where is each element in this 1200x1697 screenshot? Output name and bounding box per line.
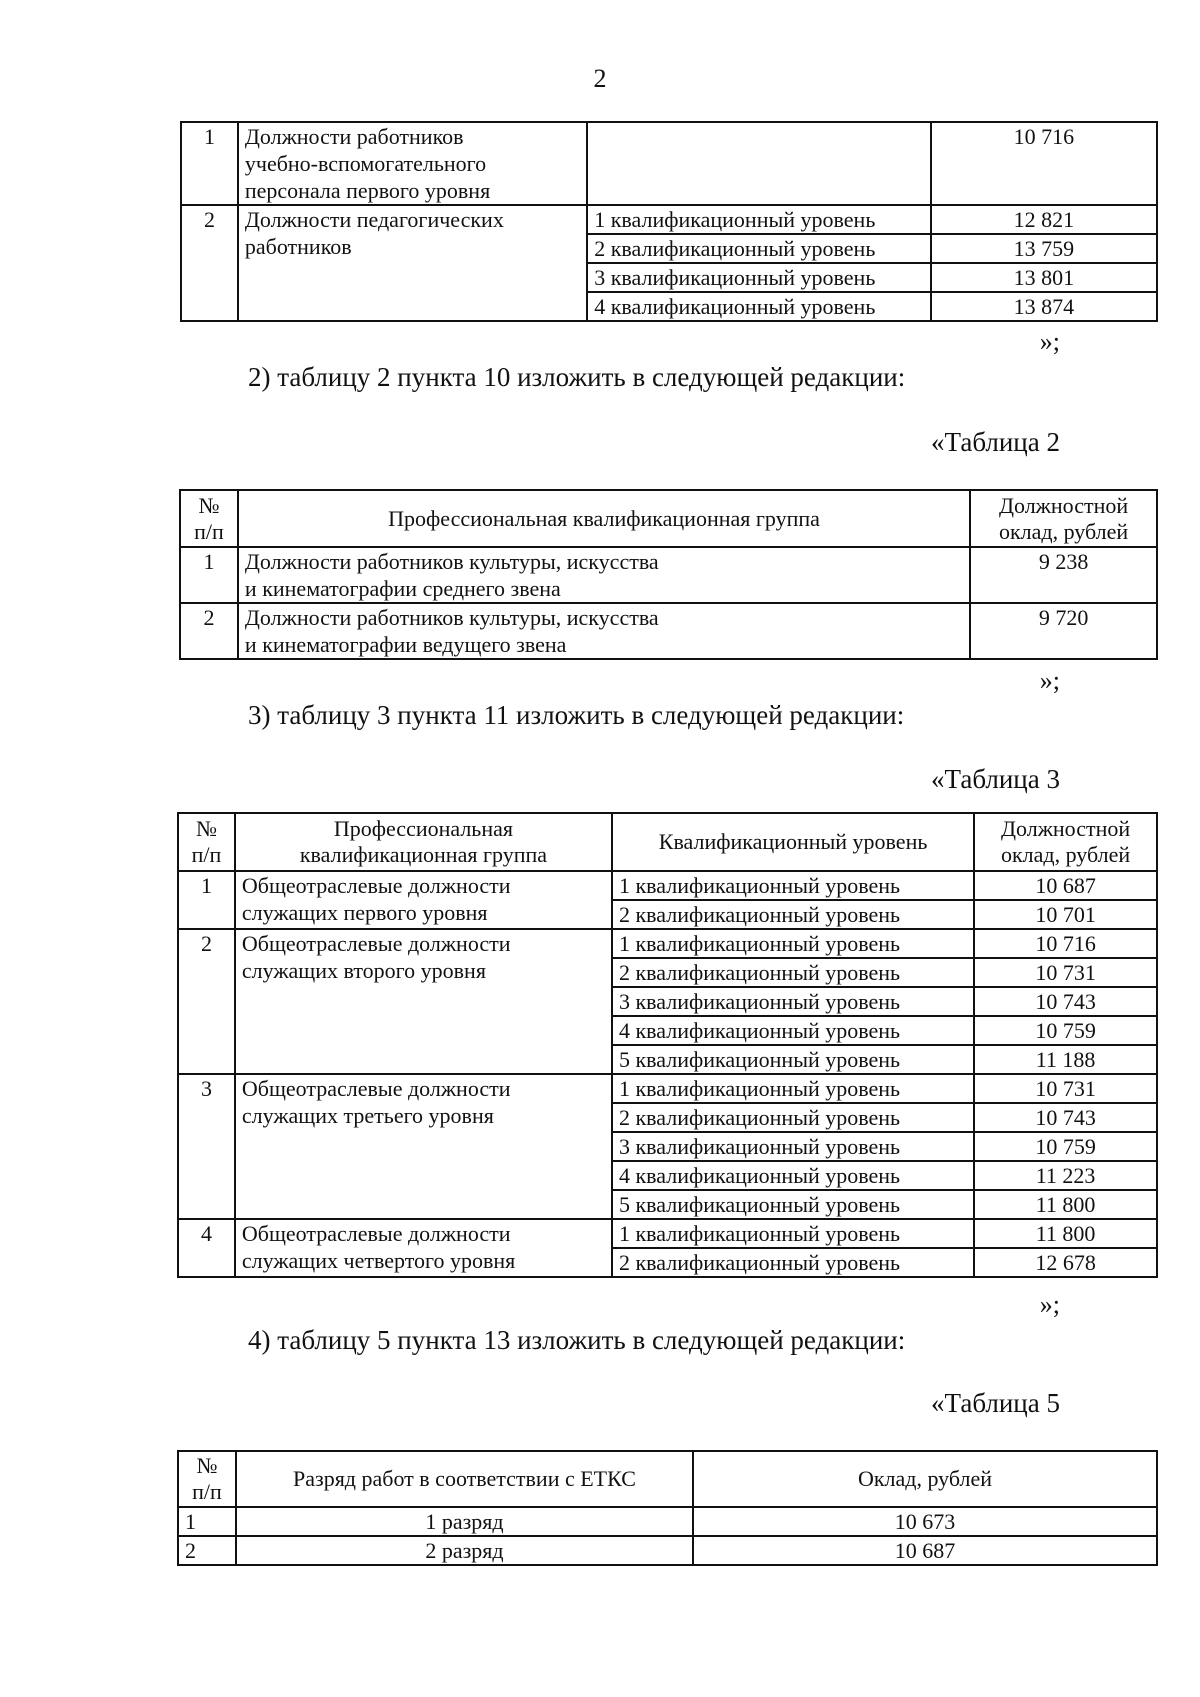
header-group: Профессиональная квалификационная группа xyxy=(238,490,970,547)
salary-value: 13 759 xyxy=(931,234,1157,263)
table-3 xyxy=(177,812,1158,1278)
grade-value: 2 разряд xyxy=(236,1536,693,1565)
table-3-caption: «Таблица 3 xyxy=(931,764,1060,794)
table-row xyxy=(178,929,1157,958)
table-row xyxy=(181,122,1157,205)
qualification-group: Общеотраслевые должности служащих четвертого уровня xyxy=(235,1219,612,1277)
qualification-group: Должности работников культуры, искусства и кинематографии ведущего звена xyxy=(238,603,970,659)
qualification-level: 2 квалификационный уровень xyxy=(612,900,974,929)
closing-quote-3: »; xyxy=(1039,1290,1060,1319)
grade-value: 1 разряд xyxy=(236,1507,693,1536)
table-row xyxy=(178,1074,1157,1103)
header-salary: Должностной оклад, рублей xyxy=(970,490,1157,547)
qualification-level: 2 квалификационный уровень xyxy=(612,1103,974,1132)
closing-quote-2: »; xyxy=(1039,666,1060,695)
row-number: 2 xyxy=(178,929,235,1074)
salary-value: 12 821 xyxy=(931,205,1157,234)
table-row xyxy=(178,1507,1157,1536)
row-number: 2 xyxy=(181,205,238,321)
header-group: Профессиональная квалификационная группа xyxy=(235,813,612,871)
salary-value: 10 673 xyxy=(693,1507,1157,1536)
table-5 xyxy=(177,1450,1158,1566)
qualification-level: 1 квалификационный уровень xyxy=(587,205,930,234)
qualification-group: Должности работников культуры, искусства и кинематографии среднего звена xyxy=(238,547,970,603)
salary-value: 10 743 xyxy=(974,1103,1157,1132)
row-number: 1 xyxy=(181,122,238,205)
salary-value: 11 800 xyxy=(974,1190,1157,1219)
qualification-level: 5 квалификационный уровень xyxy=(612,1045,974,1074)
qualification-level: 1 квалификационный уровень xyxy=(612,871,974,900)
table-row xyxy=(178,1219,1157,1248)
header-num: № п/п xyxy=(178,813,235,871)
header-grade: Разряд работ в соответствии с ЕТКС xyxy=(236,1451,693,1507)
qualification-level: 5 квалификационный уровень xyxy=(612,1190,974,1219)
row-number: 3 xyxy=(178,1074,235,1219)
salary-value: 10 759 xyxy=(974,1132,1157,1161)
closing-quote-1: »; xyxy=(1039,327,1060,356)
table-row xyxy=(180,603,1157,659)
qualification-level: 1 квалификационный уровень xyxy=(612,1074,974,1103)
qualification-level: 4 квалификационный уровень xyxy=(612,1016,974,1045)
row-number: 1 xyxy=(178,1507,236,1536)
salary-value: 10 687 xyxy=(693,1536,1157,1565)
salary-value: 13 874 xyxy=(931,292,1157,321)
header-salary: Должностной оклад, рублей xyxy=(974,813,1157,871)
qualification-level: 3 квалификационный уровень xyxy=(587,263,930,292)
salary-value: 9 720 xyxy=(970,603,1157,659)
row-number: 4 xyxy=(178,1219,235,1277)
row-number: 2 xyxy=(178,1536,236,1565)
table-1 xyxy=(180,121,1158,322)
table-2 xyxy=(179,489,1158,660)
table-2-caption: «Таблица 2 xyxy=(931,427,1060,457)
salary-value: 10 687 xyxy=(974,871,1157,900)
table-2-header-row xyxy=(180,490,1157,547)
table-row xyxy=(178,1536,1157,1565)
qualification-level: 2 квалификационный уровень xyxy=(612,1248,974,1277)
qualification-group: Должности педагогических работников xyxy=(238,205,587,321)
qualification-level xyxy=(587,122,930,205)
salary-value: 10 759 xyxy=(974,1016,1157,1045)
salary-value: 10 731 xyxy=(974,1074,1157,1103)
qualification-level: 2 квалификационный уровень xyxy=(587,234,930,263)
page-number: 2 xyxy=(593,64,607,93)
qualification-level: 3 квалификационный уровень xyxy=(612,1132,974,1161)
table-5-header-row xyxy=(178,1451,1157,1507)
header-num: № п/п xyxy=(178,1451,236,1507)
salary-value: 10 701 xyxy=(974,900,1157,929)
qualification-group: Должности работников учебно-вспомогательного персонала первого уровня xyxy=(238,122,587,205)
qualification-group: Общеотраслевые должности служащих второго уровня xyxy=(235,929,612,1074)
qualification-group: Общеотраслевые должности служащих третьего уровня xyxy=(235,1074,612,1219)
row-number: 2 xyxy=(180,603,238,659)
header-level: Квалификационный уровень xyxy=(612,813,974,871)
salary-value: 12 678 xyxy=(974,1248,1157,1277)
salary-value: 11 188 xyxy=(974,1045,1157,1074)
paragraph-3: 3) таблицу 3 пункта 11 изложить в следующей редакции: xyxy=(248,700,905,730)
qualification-level: 2 квалификационный уровень xyxy=(612,958,974,987)
table-5-caption: «Таблица 5 xyxy=(931,1388,1060,1418)
header-salary: Оклад, рублей xyxy=(693,1451,1157,1507)
salary-value: 10 731 xyxy=(974,958,1157,987)
paragraph-2: 2) таблицу 2 пункта 10 изложить в следующей редакции: xyxy=(248,362,906,392)
table-row xyxy=(178,871,1157,900)
salary-value: 9 238 xyxy=(970,547,1157,603)
salary-value: 10 743 xyxy=(974,987,1157,1016)
qualification-level: 4 квалификационный уровень xyxy=(612,1161,974,1190)
qualification-group: Общеотраслевые должности служащих первого уровня xyxy=(235,871,612,929)
salary-value: 13 801 xyxy=(931,263,1157,292)
table-row xyxy=(181,205,1157,234)
table-row xyxy=(180,547,1157,603)
salary-value: 10 716 xyxy=(931,122,1157,205)
qualification-level: 1 квалификационный уровень xyxy=(612,929,974,958)
row-number: 1 xyxy=(178,871,235,929)
salary-value: 10 716 xyxy=(974,929,1157,958)
header-num: № п/п xyxy=(180,490,238,547)
paragraph-4: 4) таблицу 5 пункта 13 изложить в следующей редакции: xyxy=(248,1325,906,1355)
qualification-level: 3 квалификационный уровень xyxy=(612,987,974,1016)
table-3-header-row xyxy=(178,813,1157,871)
salary-value: 11 800 xyxy=(974,1219,1157,1248)
qualification-level: 1 квалификационный уровень xyxy=(612,1219,974,1248)
row-number: 1 xyxy=(180,547,238,603)
qualification-level: 4 квалификационный уровень xyxy=(587,292,930,321)
salary-value: 11 223 xyxy=(974,1161,1157,1190)
